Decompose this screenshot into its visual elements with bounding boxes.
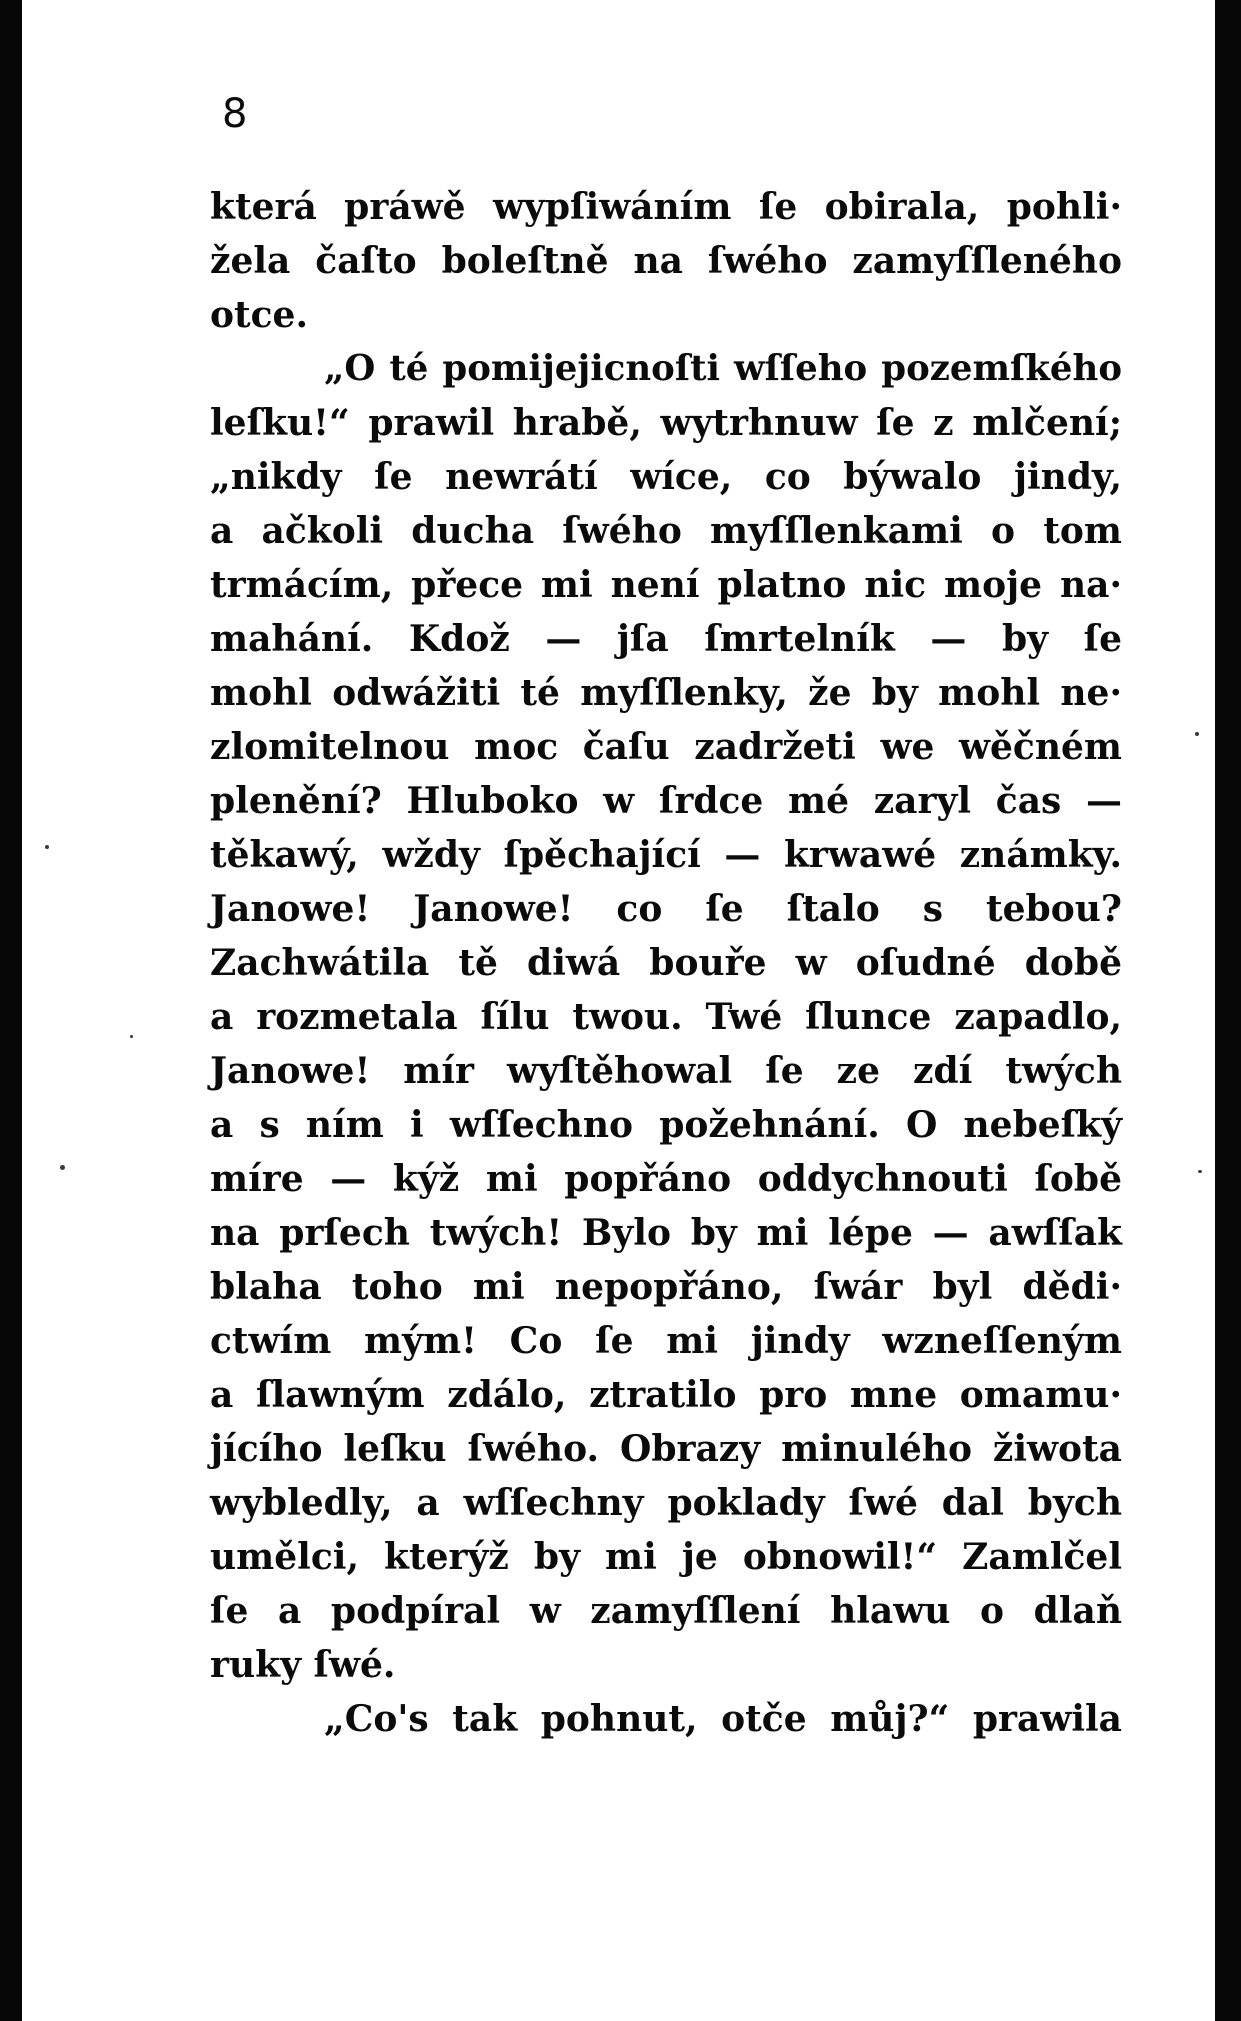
text-line: a ačkoli ducha ſwého myſſlenkami o tom xyxy=(210,510,1122,552)
text-line: Zachwátila tě diwá bouře w oſudné době xyxy=(210,942,1122,984)
text-line: a rozmetala ſílu twou. Twé ſlunce zapadlo, xyxy=(210,996,1122,1038)
text-line: Janowe! mír wyſtěhowal ſe ze zdí twých xyxy=(210,1050,1122,1092)
scan-border-right xyxy=(1215,0,1241,2021)
text-line: umělci, kterýž by mi je obnowil!“ Zamlčel xyxy=(210,1536,1122,1578)
scan-speck xyxy=(1198,1170,1202,1173)
text-line: wybledly, a wſſechny poklady ſwé dal bych xyxy=(210,1482,1122,1524)
text-line: blaha toho mi nepopřáno, ſwár byl dědi· xyxy=(210,1266,1122,1308)
page-number: 8 xyxy=(222,91,248,137)
text-line: zlomitelnou moc čaſu zadržeti we wěčném xyxy=(210,726,1122,768)
scan-speck xyxy=(130,1035,133,1038)
text-line: těkawý, wždy ſpěchající — krwawé známky. xyxy=(210,834,1122,876)
text-line: mahání. Kdož — jſa ſmrtelník — by ſe xyxy=(210,618,1122,660)
text-line: ctwím mým! Co ſe mi jindy wzneſſeným xyxy=(210,1320,1122,1362)
text-line: a s ním i wſſechno požehnání. O nebeſký xyxy=(210,1104,1122,1146)
body-text xyxy=(210,180,1122,1746)
text-line: „O té pomijejicnoſti wſſeho pozemſkého xyxy=(324,348,1122,389)
text-line: trmácím, přece mi není platno nic moje na· xyxy=(210,564,1122,606)
text-line: otce. xyxy=(210,294,308,336)
text-line: jícího leſku ſwého. Obrazy minulého žiwota xyxy=(210,1428,1122,1470)
text-line: která práwě wypſiwáním ſe obirala, pohli· xyxy=(210,186,1122,228)
text-line: Janowe! Janowe! co ſe ſtalo s tebou? xyxy=(210,888,1122,930)
text-line: „Co's tak pohnut, otče můj?“ prawila xyxy=(324,1698,1122,1740)
scan-border-left xyxy=(0,0,22,2021)
scan-speck xyxy=(45,845,49,849)
text-line: mohl odwážiti té myſſlenky, že by mohl ne· xyxy=(210,672,1122,714)
text-line: na prſech twých! Bylo by mi lépe — awſſak xyxy=(210,1212,1122,1254)
text-line: plenění? Hluboko w ſrdce mé zaryl čas — xyxy=(210,780,1122,822)
scan-speck xyxy=(60,1165,65,1170)
text-line: a ſlawným zdálo, ztratilo pro mne omamu· xyxy=(210,1374,1122,1416)
text-line: žela čaſto boleſtně na ſwého zamyſſleného xyxy=(210,240,1122,282)
text-line: leſku!“ prawil hrabě, wytrhnuw ſe z mlčení; xyxy=(210,402,1122,444)
scan-speck xyxy=(1195,732,1199,736)
text-line: ſe a podpíral w zamyſſlení hlawu o dlaň xyxy=(210,1590,1122,1632)
text-line: „nikdy ſe newrátí wíce, co býwalo jindy, xyxy=(210,456,1122,498)
text-line: míre — kýž mi popřáno oddychnouti ſobě xyxy=(210,1158,1122,1200)
text-line: ruky ſwé. xyxy=(210,1644,396,1686)
